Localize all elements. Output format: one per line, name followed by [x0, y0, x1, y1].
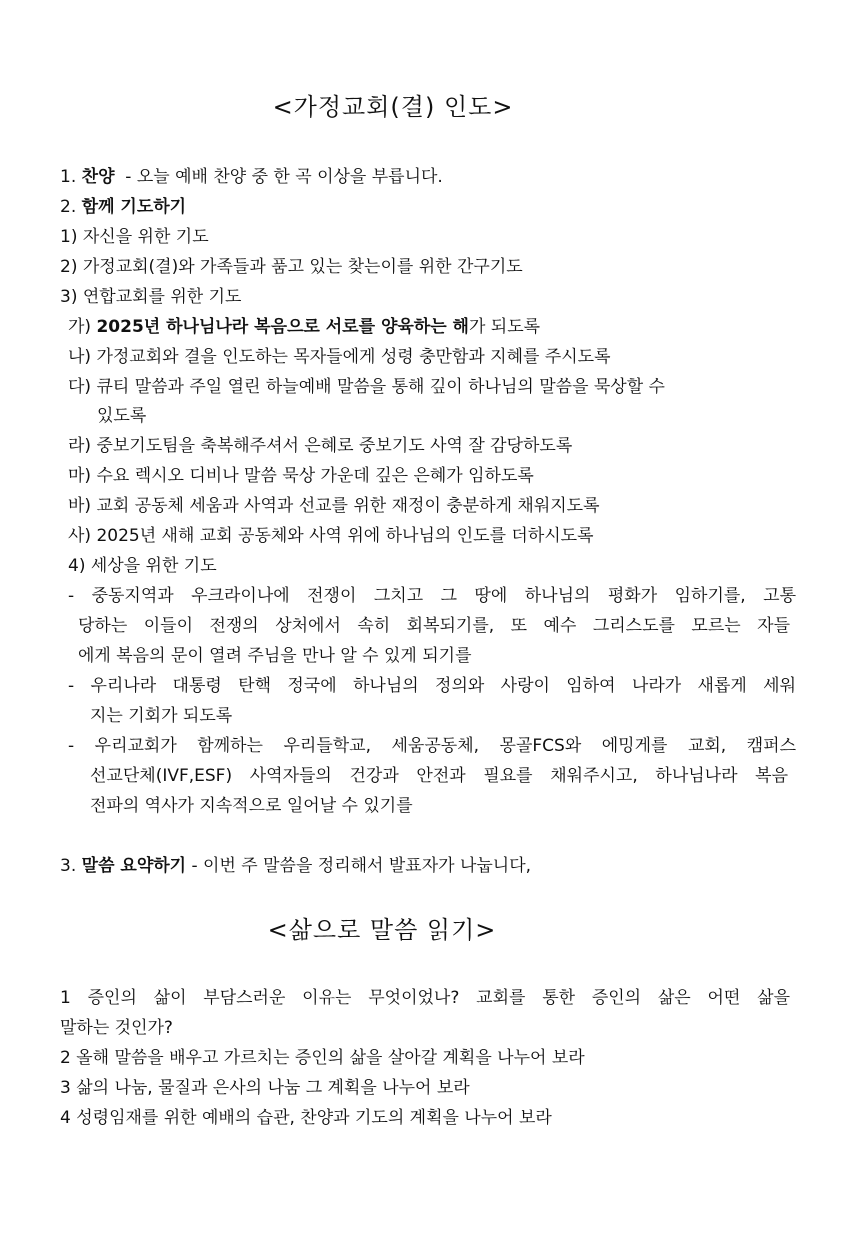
- prayer-church-ba: 바) 교회 공동체 세움과 사역과 선교를 위한 재정이 충분하게 채워지도록: [68, 496, 600, 516]
- prayer-church-sa: 사) 2025년 새해 교회 공동체와 사역 위에 하나님의 인도를 더하시도록: [68, 526, 594, 546]
- item-text: - 오늘 예배 찬양 중 한 곡 이상을 부릅니다.: [114, 167, 443, 187]
- section-title-life-reading: <삶으로 말씀 읽기>: [267, 916, 497, 944]
- item-label: 말씀 요약하기: [81, 856, 187, 876]
- prayer-world-peace-2: 당하는 이들이 전쟁의 상처에서 속히 회복되기를, 또 예수 그리스도를 모르는 자들: [78, 616, 790, 636]
- prayer-self: 1) 자신을 위한 기도: [60, 227, 209, 247]
- prayer-church-da: 다) 큐티 말씀과 주일 열린 하늘예배 말씀을 통해 깊이 하나님의 말씀을 묵상할 수: [68, 377, 665, 397]
- prayer-world-peace-3: 에게 복음의 문이 열려 주님을 만나 알 수 있게 되기를: [78, 646, 472, 666]
- item-label: 찬양: [81, 167, 115, 187]
- question-4: 4 성령임재를 위한 예배의 습관, 찬양과 기도의 계획을 나누어 보라: [60, 1108, 552, 1128]
- item-pray-together: [60, 195, 186, 219]
- prayer-church-ga: [68, 315, 540, 339]
- item-number: 2.: [60, 197, 77, 217]
- question-2: 2 올해 말씀을 배우고 가르치는 증인의 삶을 살아갈 계획을 나누어 보라: [60, 1048, 585, 1068]
- item-label: 함께 기도하기: [81, 197, 187, 217]
- question-1-line-2: 말하는 것인가?: [60, 1018, 173, 1038]
- item-number: 1.: [60, 167, 77, 187]
- question-3: 3 삶의 나눔, 물질과 은사의 나눔 그 계획을 나누어 보라: [60, 1078, 470, 1098]
- prayer-church-da-cont: 있도록: [97, 406, 147, 426]
- prayer-world-mission-1: - 우리교회가 함께하는 우리들학교, 세움공동체, 몽골FCS와 에밍게를 교회, 캠퍼스: [68, 736, 796, 756]
- prayer-church: 3) 연합교회를 위한 기도: [60, 287, 242, 307]
- prayer-world-nation-2: 지는 기회가 되도록: [90, 706, 233, 726]
- question-1-line-1: 1 증인의 삶이 부담스러운 이유는 무엇이었나? 교회를 통한 증인의 삶은 어떤 삶을: [60, 988, 790, 1008]
- item-text: - 이번 주 말씀을 정리해서 발표자가 나눕니다,: [186, 856, 532, 876]
- prayer-family: 2) 가정교회(결)와 가족들과 품고 있는 찾는이를 위한 간구기도: [60, 257, 523, 277]
- sub-bold-text: 2025년 하나님나라 복음으로 서로를 양육하는 해: [96, 317, 469, 337]
- item-summary: [60, 854, 531, 878]
- prayer-world-peace-1: - 중동지역과 우크라이나에 전쟁이 그치고 그 땅에 하나님의 평화가 임하기를, 고통: [68, 586, 796, 606]
- item-number: 3.: [60, 856, 77, 876]
- prayer-church-na: 나) 가정교회와 결을 인도하는 목자들에게 성령 충만함과 지혜를 주시도록: [68, 347, 611, 367]
- prayer-church-ra: 라) 중보기도팀을 축복해주셔서 은혜로 중보기도 사역 잘 감당하도록: [68, 436, 573, 456]
- prayer-church-ma: 마) 수요 렉시오 디비나 말씀 묵상 가운데 깊은 은혜가 임하도록: [68, 466, 534, 486]
- sub-prefix: 가): [68, 317, 97, 337]
- prayer-world: 4) 세상을 위한 기도: [68, 556, 217, 576]
- prayer-world-mission-2: 선교단체(IVF,ESF) 사역자들의 건강과 안전과 필요를 채워주시고, 하나님나라 복음: [90, 766, 788, 786]
- section-title-home-church: <가정교회(결) 인도>: [272, 93, 514, 121]
- prayer-world-nation-1: - 우리나라 대통령 탄핵 정국에 하나님의 정의와 사랑이 임하여 나라가 새롭게 세워: [68, 676, 796, 696]
- prayer-world-mission-3: 전파의 역사가 지속적으로 일어날 수 있기를: [90, 796, 413, 816]
- sub-suffix: 가 되도록: [468, 317, 541, 337]
- item-praise: [60, 165, 443, 189]
